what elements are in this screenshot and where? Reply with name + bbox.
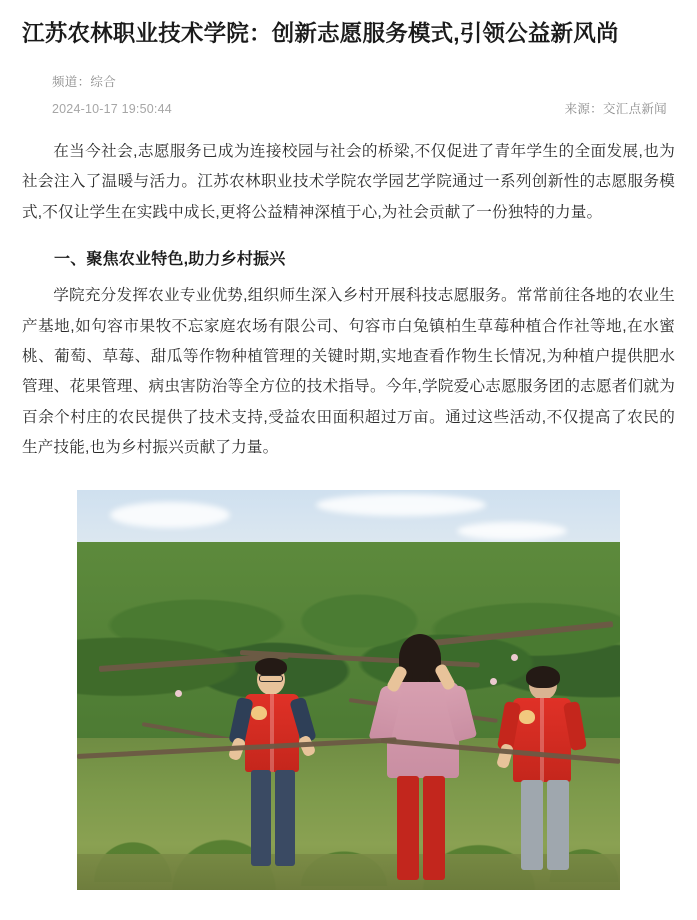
vest-logo <box>519 710 535 724</box>
cloud-shape <box>457 522 567 540</box>
section-1-paragraph-1: 学院充分发挥农业专业优势,组织师生深入乡村开展科技志愿服务。常常前往各地的农业生产基地,如句容市果牧不忘家庭农场有限公司、句容市白兔镇柏生草莓种植合作社等地,在水蜜桃、葡萄、草莓、甜瓜等作物种植管理的关键时期,实地查看作物生长情况,为种植户提供肥水管理、花果管理、病虫害防治等全方位的技术指导。今年,学院爱心志愿服务团的志愿者们就为百余个村庄的农民提供了技术支持,受益农田面积超过万亩。通过这些活动,不仅提高了农民的生产技能,也为乡村振兴贡献了力量。 <box>22 287 675 457</box>
channel-info <box>52 72 116 90</box>
channel-value: 综合 <box>90 74 117 89</box>
volunteer-leg <box>423 776 445 880</box>
volunteer-leg <box>397 776 419 880</box>
page-title: 江苏农林职业技术学院：创新志愿服务模式,引领公益新风尚 <box>22 21 619 46</box>
source-info <box>565 99 675 117</box>
cloud-shape <box>316 494 486 516</box>
glasses-icon <box>259 675 283 682</box>
article-figure <box>22 490 675 890</box>
peach-blossom <box>490 678 497 685</box>
publish-datetime: 2024-10-17 19:50:44 <box>52 101 172 116</box>
vest-logo <box>251 706 267 720</box>
source-label: 来源： <box>564 101 603 116</box>
peach-blossom <box>511 654 518 661</box>
meta-date-source-row <box>22 99 675 117</box>
volunteer-hair <box>526 666 560 688</box>
volunteers-pruning-peach-trees-photo <box>77 490 620 890</box>
section-heading-1: 一、聚焦农业特色,助力乡村振兴 <box>54 251 286 269</box>
volunteer-hair <box>255 658 287 676</box>
volunteer-leg <box>251 770 271 866</box>
source-value: 交汇点新闻 <box>602 101 667 116</box>
peach-blossom <box>175 690 182 697</box>
volunteer-center <box>367 630 477 880</box>
channel-label: 频道： <box>52 74 91 89</box>
volunteer-leg <box>275 770 295 866</box>
volunteer-leg <box>547 780 569 870</box>
cloud-shape <box>110 502 230 528</box>
figure-spacer <box>22 890 675 906</box>
volunteer-leg <box>521 780 543 870</box>
meta-channel-row <box>22 72 675 90</box>
lead-paragraph: 在当今社会,志愿服务已成为连接校园与社会的桥梁,不仅促进了青年学生的全面发展,也为社会注入了温暖与活力。江苏农林职业技术学院农学园艺学院通过一系列创新性的志愿服务模式,不仅让学生在实践中成长,更将公益精神深植于心,为社会贡献了一份独特的力量。 <box>22 142 675 221</box>
volunteer-left <box>229 658 315 868</box>
volunteer-right <box>499 666 589 871</box>
